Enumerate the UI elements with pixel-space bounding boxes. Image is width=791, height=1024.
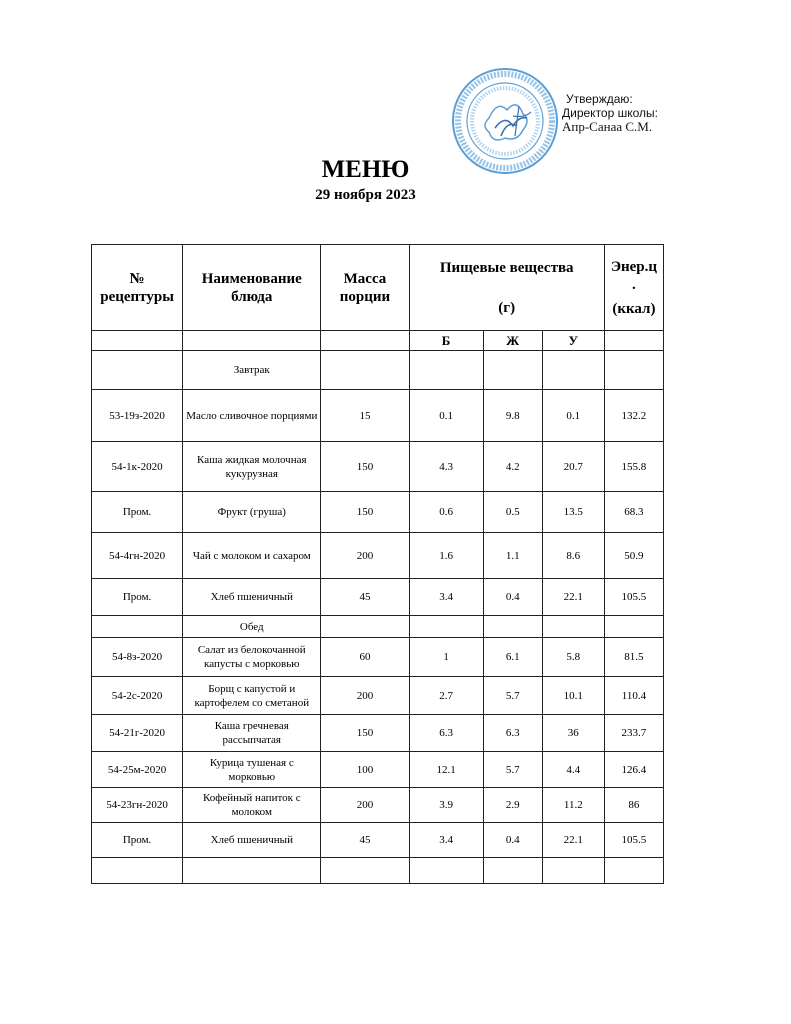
section-title: Обед: [183, 616, 321, 638]
protein-cell: 3.9: [409, 788, 483, 823]
protein-cell: 2.7: [409, 677, 483, 715]
energy-cell: 110.4: [604, 677, 663, 715]
empty-cell: [92, 616, 183, 638]
table-header-row: [92, 245, 664, 331]
carbs-cell: 22.1: [542, 579, 604, 616]
empty-cell: [604, 351, 663, 390]
header-nutrients: [409, 245, 604, 331]
header-nutrients-unit: (г): [498, 299, 516, 316]
fat-cell: 6.1: [483, 638, 542, 677]
fat-cell: 6.3: [483, 715, 542, 752]
dish-cell: Хлеб пшеничный: [183, 823, 321, 858]
approval-label: Утверждаю:: [566, 92, 633, 106]
empty-cell: [483, 858, 542, 884]
empty-cell: [409, 351, 483, 390]
subheader-empty: [321, 331, 409, 351]
header-recipe-no: № рецептуры: [92, 245, 183, 331]
mass-cell: 150: [321, 442, 409, 492]
energy-cell: 81.5: [604, 638, 663, 677]
header-dish-name: Наименование блюда: [183, 245, 321, 331]
fat-cell: 0.5: [483, 492, 542, 533]
fat-cell: 2.9: [483, 788, 542, 823]
empty-cell: [542, 351, 604, 390]
table-row: [92, 823, 664, 858]
mass-cell: 150: [321, 492, 409, 533]
carbs-cell: 20.7: [542, 442, 604, 492]
table-row: [92, 752, 664, 788]
carbs-cell: 4.4: [542, 752, 604, 788]
approval-block: [562, 92, 658, 134]
energy-cell: 50.9: [604, 533, 663, 579]
empty-cell: [542, 616, 604, 638]
dish-cell: Хлеб пшеничный: [183, 579, 321, 616]
carbs-cell: 0.1: [542, 390, 604, 442]
table-row: [92, 638, 664, 677]
recipe-cell: Пром.: [92, 579, 183, 616]
dish-cell: Кофейный напиток с молоком: [183, 788, 321, 823]
protein-cell: 1.6: [409, 533, 483, 579]
director-title: Директор школы:: [562, 106, 658, 120]
empty-cell: [92, 858, 183, 884]
energy-cell: 68.3: [604, 492, 663, 533]
table-subheader-row: [92, 331, 664, 351]
table-row: [92, 533, 664, 579]
protein-cell: 12.1: [409, 752, 483, 788]
energy-cell: 86: [604, 788, 663, 823]
fat-cell: 9.8: [483, 390, 542, 442]
fat-cell: 5.7: [483, 677, 542, 715]
protein-cell: 3.4: [409, 823, 483, 858]
energy-cell: 132.2: [604, 390, 663, 442]
dish-cell: Фрукт (груша): [183, 492, 321, 533]
protein-cell: 6.3: [409, 715, 483, 752]
table-row: [92, 492, 664, 533]
empty-cell: [92, 351, 183, 390]
energy-cell: 105.5: [604, 823, 663, 858]
carbs-cell: 22.1: [542, 823, 604, 858]
empty-cell: [183, 858, 321, 884]
recipe-cell: 54-21г-2020: [92, 715, 183, 752]
table-row: [92, 442, 664, 492]
fat-cell: 4.2: [483, 442, 542, 492]
recipe-cell: 54-8з-2020: [92, 638, 183, 677]
empty-cell: [321, 616, 409, 638]
fat-cell: 1.1: [483, 533, 542, 579]
dish-cell: Курица тушеная с морковью: [183, 752, 321, 788]
protein-cell: 3.4: [409, 579, 483, 616]
protein-cell: 0.1: [409, 390, 483, 442]
empty-row: [92, 858, 664, 884]
energy-cell: 105.5: [604, 579, 663, 616]
header-energy-unit: (ккал): [612, 300, 656, 317]
mass-cell: 15: [321, 390, 409, 442]
table-row: [92, 677, 664, 715]
dish-cell: Салат из белокочанной капусты с морковью: [183, 638, 321, 677]
table-row: [92, 715, 664, 752]
carbs-cell: 10.1: [542, 677, 604, 715]
recipe-cell: 54-23гн-2020: [92, 788, 183, 823]
carbs-cell: 11.2: [542, 788, 604, 823]
menu-table: [91, 244, 664, 884]
header-energy-label: Энер.ц: [610, 258, 658, 275]
recipe-cell: 53-19з-2020: [92, 390, 183, 442]
director-name: Апр-Санаа С.М.: [562, 119, 653, 134]
mass-cell: 60: [321, 638, 409, 677]
empty-cell: [542, 858, 604, 884]
recipe-cell: 54-25м-2020: [92, 752, 183, 788]
section-row-breakfast: [92, 351, 664, 390]
carbs-cell: 8.6: [542, 533, 604, 579]
table-row: [92, 579, 664, 616]
subheader-fat: Ж: [483, 331, 542, 351]
fat-cell: 0.4: [483, 579, 542, 616]
empty-cell: [483, 616, 542, 638]
mass-cell: 45: [321, 823, 409, 858]
recipe-cell: 54-2с-2020: [92, 677, 183, 715]
section-title: Завтрак: [183, 351, 321, 390]
menu-date: 29 ноября 2023: [315, 187, 416, 203]
mass-cell: 200: [321, 533, 409, 579]
section-row-lunch: [92, 616, 664, 638]
carbs-cell: 36: [542, 715, 604, 752]
fat-cell: 5.7: [483, 752, 542, 788]
subheader-empty: [604, 331, 663, 351]
recipe-cell: Пром.: [92, 492, 183, 533]
dish-cell: Каша гречневая рассыпчатая: [183, 715, 321, 752]
fat-cell: 0.4: [483, 823, 542, 858]
empty-cell: [604, 858, 663, 884]
mass-cell: 200: [321, 677, 409, 715]
dish-cell: Борщ с капустой и картофелем со сметаной: [183, 677, 321, 715]
header-portion-mass: Масса порции: [321, 245, 409, 331]
header-energy-dot: .: [632, 276, 636, 293]
subheader-carbs: У: [542, 331, 604, 351]
empty-cell: [483, 351, 542, 390]
empty-cell: [321, 351, 409, 390]
energy-cell: 155.8: [604, 442, 663, 492]
recipe-cell: Пром.: [92, 823, 183, 858]
carbs-cell: 5.8: [542, 638, 604, 677]
recipe-cell: 54-1к-2020: [92, 442, 183, 492]
subheader-empty: [92, 331, 183, 351]
subheader-protein: Б: [409, 331, 483, 351]
table-row: [92, 788, 664, 823]
mass-cell: 150: [321, 715, 409, 752]
dish-cell: Каша жидкая молочная кукурузная: [183, 442, 321, 492]
mass-cell: 45: [321, 579, 409, 616]
carbs-cell: 13.5: [542, 492, 604, 533]
mass-cell: 100: [321, 752, 409, 788]
header-energy: [604, 245, 663, 331]
empty-cell: [321, 858, 409, 884]
protein-cell: 1: [409, 638, 483, 677]
protein-cell: 4.3: [409, 442, 483, 492]
subheader-empty: [183, 331, 321, 351]
empty-cell: [409, 616, 483, 638]
table-row: [92, 390, 664, 442]
empty-cell: [604, 616, 663, 638]
mass-cell: 200: [321, 788, 409, 823]
recipe-cell: 54-4гн-2020: [92, 533, 183, 579]
page-title: МЕНЮ: [321, 156, 410, 183]
energy-cell: 126.4: [604, 752, 663, 788]
header-nutrients-label: Пищевые вещества: [439, 259, 574, 276]
dish-cell: Чай с молоком и сахаром: [183, 533, 321, 579]
energy-cell: 233.7: [604, 715, 663, 752]
dish-cell: Масло сливочное порциями: [183, 390, 321, 442]
protein-cell: 0.6: [409, 492, 483, 533]
empty-cell: [409, 858, 483, 884]
